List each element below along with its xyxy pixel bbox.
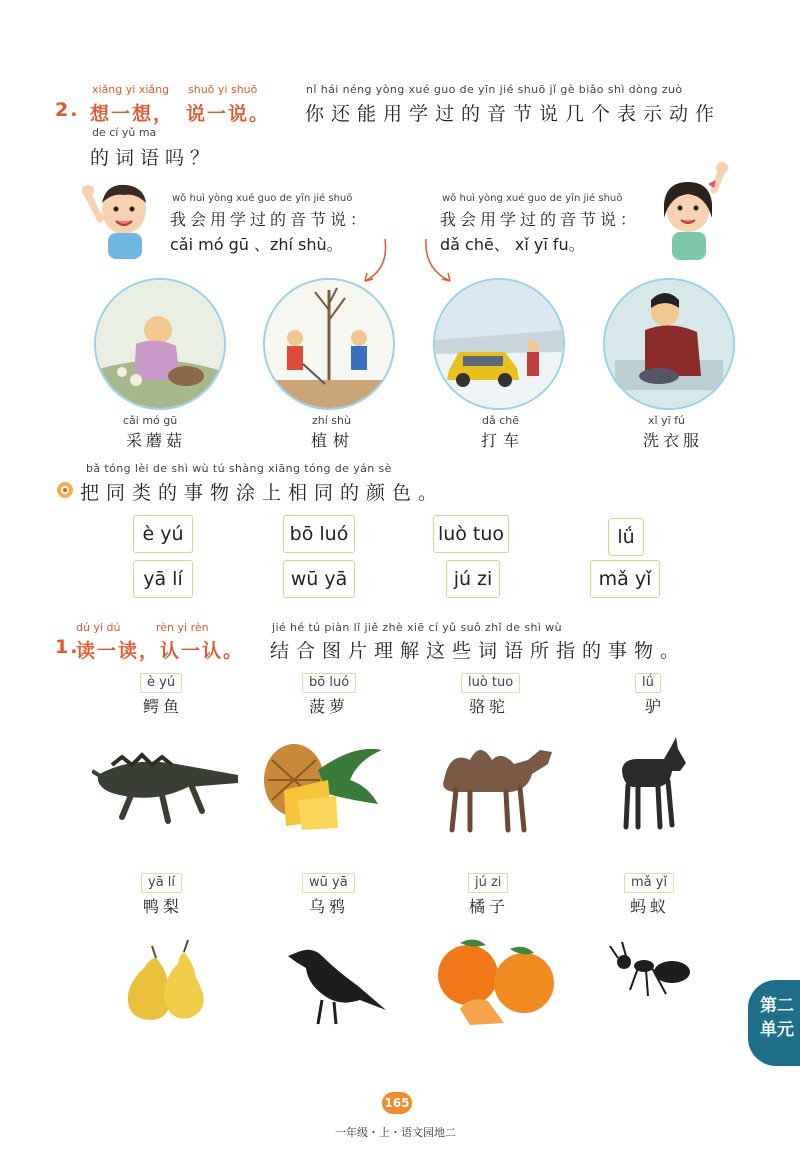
label-ya-li-pinyin: yā lí <box>141 873 182 893</box>
label-luo-tuo: 骆驼 <box>469 697 510 716</box>
picture-picking-mushrooms <box>94 278 226 410</box>
head-title-1: 想一想， <box>90 103 175 125</box>
bubble-left-pinyin: wǒ huì yòng xué guo de yīn jié shuō <box>172 193 353 204</box>
label-e-yu-pinyin: è yú <box>140 673 182 693</box>
color-box-ju-zi[interactable]: jú zi <box>446 560 500 598</box>
instruction-pinyin: nǐ hái néng yòng xué guo de yīn jié shuō jǐ gè biǎo shì dòng zuò <box>306 83 683 96</box>
boy-icon <box>80 175 162 267</box>
s1-head-pinyin-2: rèn yi rèn <box>156 621 209 634</box>
color-box-wu-ya[interactable]: wū yā <box>283 560 355 598</box>
pic3-label: 打车 <box>481 431 526 450</box>
unit-tab <box>748 980 800 1066</box>
pear-icon <box>122 938 218 1024</box>
head-pinyin-1: xiǎng yi xiǎng <box>92 83 170 96</box>
ant-icon <box>608 940 694 1002</box>
bubble-left-example: cǎi mó gū 、zhí shù。 <box>170 235 343 254</box>
coloring-pinyin: bǎ tóng lèi de shì wù tú shàng xiāng tóng de yán sè <box>86 462 392 475</box>
section2-number: 2. <box>55 99 80 121</box>
head-title-2: 说一说。 <box>186 103 271 125</box>
pic1-pinyin: cǎi mó gū <box>123 414 178 427</box>
bubble-left-text: 我会用学过的音节说： <box>170 210 371 229</box>
picture-planting-tree <box>263 278 395 410</box>
label-wu-ya: 乌鸦 <box>309 897 350 916</box>
taxi-icon <box>435 280 563 408</box>
color-box-ya-li[interactable]: yā lí <box>133 560 193 598</box>
coloring-instruction: 把同类的事物涂上相同的颜色。 <box>80 482 445 504</box>
instruction2-pinyin: de cí yǔ ma <box>92 126 157 139</box>
color-box-luo-tuo[interactable]: luò tuo <box>433 515 509 553</box>
instruction-text: 你还能用学过的音节说几个表示动作 <box>305 103 722 125</box>
picture-hailing-taxi <box>433 278 565 410</box>
crocodile-icon <box>92 735 242 830</box>
bubble-right-pinyin: wǒ huì yòng xué guo de yīn jié shuō <box>442 193 623 204</box>
label-wu-ya-pinyin: wū yā <box>302 873 355 893</box>
bubble-right-text: 我会用学过的音节说： <box>440 210 641 229</box>
unit-tab-line1: 第二 <box>760 996 794 1016</box>
camel-icon <box>430 730 556 834</box>
arrow-left-icon <box>355 235 395 287</box>
pic2-pinyin: zhí shù <box>312 414 351 427</box>
section1-number: 1. <box>55 636 80 658</box>
pineapple-icon <box>258 740 386 832</box>
page-number: 165 <box>382 1092 412 1114</box>
label-ju-zi-pinyin: jú zi <box>468 873 508 893</box>
head-pinyin-2: shuō yi shuō <box>188 83 258 96</box>
label-bo-luo-pinyin: bō luó <box>302 673 356 693</box>
flower-bullet-icon <box>56 481 74 499</box>
label-e-yu: 鳄鱼 <box>143 697 184 716</box>
color-box-ma-yi[interactable]: mǎ yǐ <box>590 560 660 598</box>
label-ju-zi: 橘子 <box>469 897 510 916</box>
pic1-label: 采蘑菇 <box>126 431 187 450</box>
s1-instruction-pinyin: jié hé tú piàn lǐ jiě zhè xiē cí yǔ suǒ zhǐ de shì wù <box>272 621 562 634</box>
pic2-label: 植树 <box>311 431 356 450</box>
bubble-right-example: dǎ chē、 xǐ yī fu。 <box>440 235 585 254</box>
label-bo-luo: 菠萝 <box>309 697 350 716</box>
pic3-pinyin: dǎ chē <box>482 414 520 427</box>
donkey-icon <box>618 735 690 831</box>
label-ma-yi-pinyin: mǎ yǐ <box>624 873 674 893</box>
pic4-pinyin: xǐ yī fú <box>648 414 685 427</box>
girl-icon <box>650 160 730 264</box>
pic4-label: 洗衣服 <box>643 431 704 450</box>
page-footer: 一年级・上・语文园地二 <box>335 1126 456 1139</box>
label-luo-tuo-pinyin: luò tuo <box>461 673 520 693</box>
color-box-lv[interactable]: lǘ <box>608 518 644 556</box>
tree-planting-icon <box>265 280 393 408</box>
label-lv: 驴 <box>645 697 666 716</box>
s1-head-title: 读一读，认一认。 <box>76 640 245 662</box>
s1-head-pinyin-1: dú yi dú <box>76 621 121 634</box>
label-ma-yi: 蚂蚁 <box>630 897 671 916</box>
color-box-bo-luo[interactable]: bō luó <box>283 515 355 553</box>
label-ya-li: 鸭梨 <box>143 897 184 916</box>
mushroom-scene-icon <box>96 280 224 408</box>
label-lv-pinyin: lǘ <box>635 673 661 693</box>
s1-instruction-text: 结合图片理解这些词语所指的事物。 <box>270 640 687 662</box>
crow-icon <box>282 940 390 1028</box>
instruction2-text: 的词语吗？ <box>90 147 216 169</box>
arrow-right-icon <box>420 235 460 287</box>
washing-icon <box>605 280 733 408</box>
orange-icon <box>430 935 558 1027</box>
picture-washing-clothes <box>603 278 735 410</box>
unit-tab-line2: 单元 <box>760 1020 794 1040</box>
color-box-e-yu[interactable]: è yú <box>133 515 193 553</box>
